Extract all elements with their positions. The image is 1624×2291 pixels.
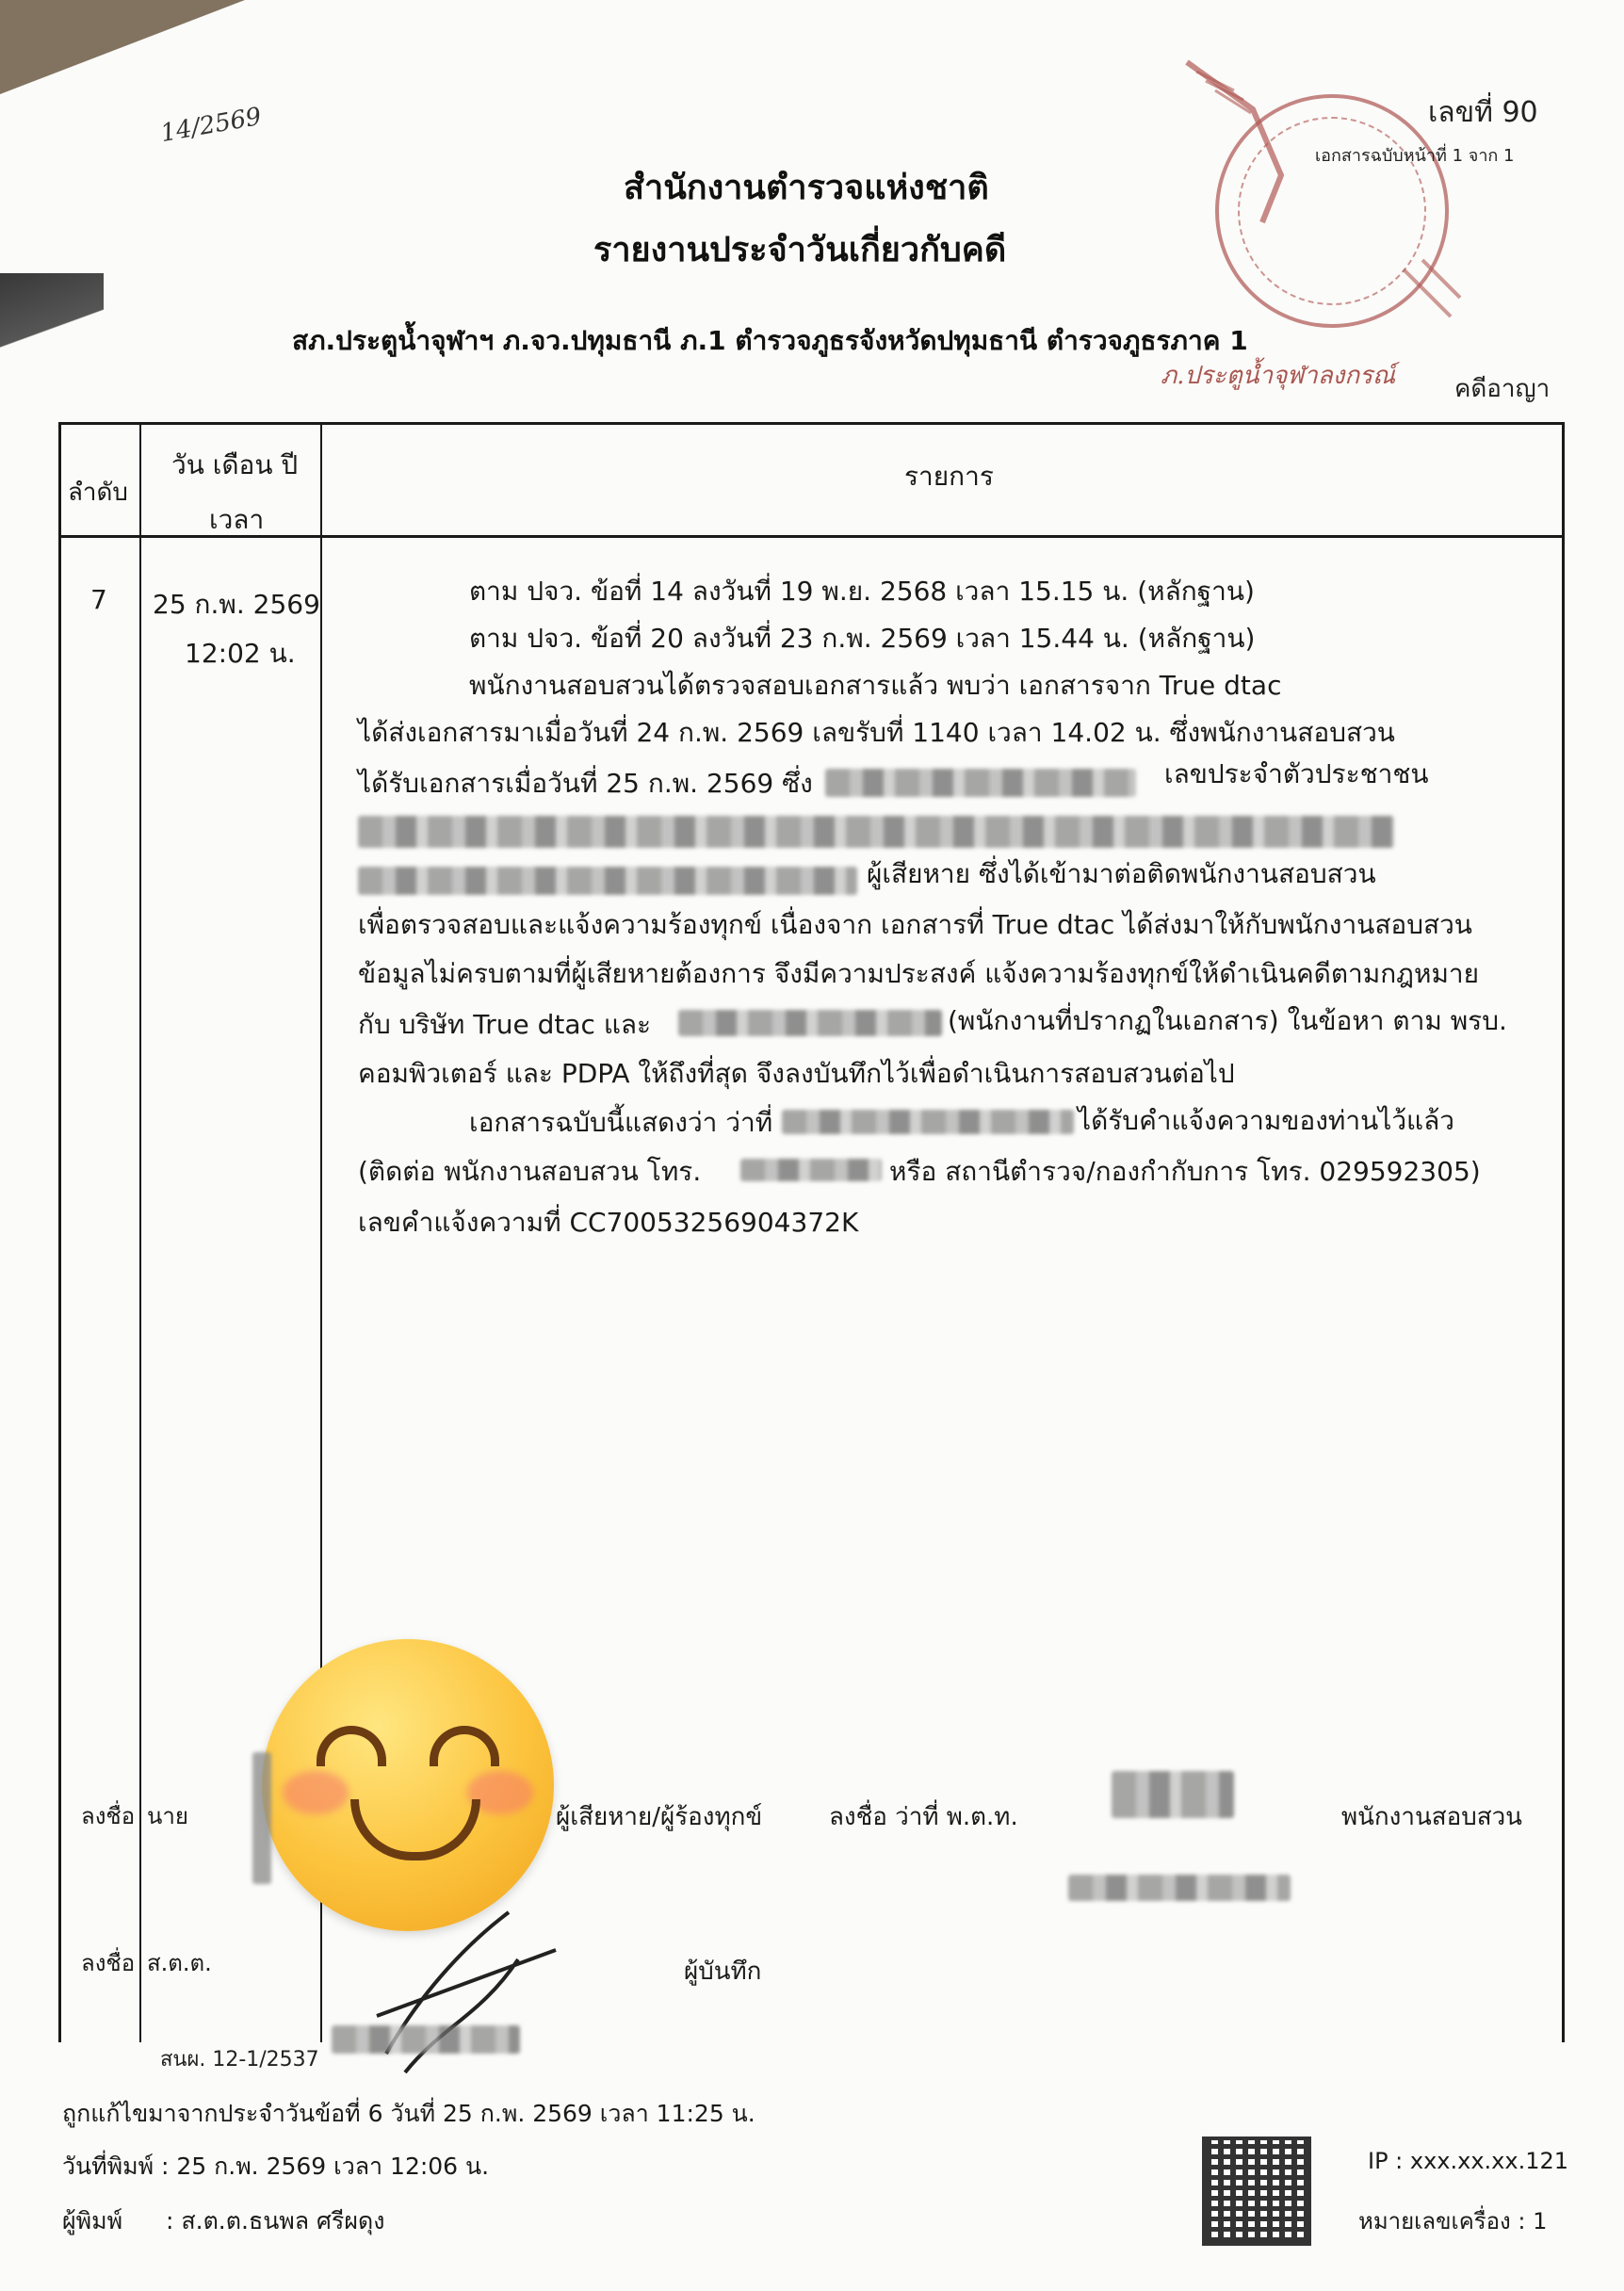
case-type: คดีอาญา — [1454, 375, 1551, 403]
page-info: เอกสารฉบับหน้าที่ 1 จาก 1 — [1315, 146, 1515, 166]
entry-line-11: เอกสารฉบับนี้แสดงว่า ว่าที่ — [469, 1107, 773, 1138]
sign-prefix-3: ส.ต.ต. — [147, 1950, 212, 1976]
entry-time: 12:02 น. — [185, 638, 296, 669]
entry-line-5b: เลขประจำตัวประชาชน — [1164, 758, 1429, 789]
sign-label-1: ลงชื่อ — [81, 1803, 136, 1829]
entry-line-9b: (พนักงานที่ปรากฏในเอกสาร) ในข้อหา ตาม พรบ. — [948, 1005, 1507, 1036]
redacted-address-2 — [358, 867, 857, 895]
handwritten-signature-icon — [367, 1903, 575, 2091]
entry-line-11b: ได้รับคำแจ้งความของท่านไว้แล้ว — [1078, 1105, 1454, 1136]
redacted-name-3 — [332, 2025, 520, 2054]
page-edge-shadow — [0, 273, 104, 358]
footer-printer-label: ผู้พิมพ์ — [62, 2207, 123, 2234]
document-number: เลขที่ 90 — [1428, 96, 1538, 129]
entry-line-13: เลขคำแจ้งความที่ CC70053256904372K — [358, 1207, 859, 1238]
qr-code-icon — [1202, 2137, 1311, 2246]
table-left-border — [58, 422, 61, 2042]
redacted-name-2 — [1068, 1875, 1291, 1901]
footer-printer-name: : ส.ต.ต.ธนพล ศรีผดุง — [166, 2207, 385, 2234]
redacted-phone — [740, 1159, 882, 1181]
footer-correction: ถูกแก้ไขมาจากประจำวันข้อที่ 6 วันที่ 25 ก.พ. 2569 เวลา 11:25 น. — [62, 2100, 755, 2127]
entry-line-7: เพื่อตรวจสอบและแจ้งความร้องทุกข์ เนื่องจาก เอกสารที่ True dtac ได้ส่งมาให้กับพนักงานสอบสวน — [358, 909, 1472, 940]
handwritten-reference: 14/2569 — [158, 102, 264, 149]
sign-prefix-1: นาย — [147, 1803, 188, 1829]
redacted-signature-2 — [1112, 1771, 1234, 1818]
entry-line-12b: หรือ สถานีตำรวจ/กองกำกับการ โทร. 029592305) — [889, 1156, 1481, 1187]
entry-line-2: ตาม ปจว. ข้อที่ 20 ลงวันที่ 23 ก.พ. 2569 เวลา 15.44 น. (หลักฐาน) — [469, 623, 1256, 654]
sign-role-1: ผู้เสียหาย/ผู้ร้องทุกข์ — [556, 1803, 763, 1831]
sign-label-2: ลงชื่อ ว่าที่ พ.ต.ท. — [829, 1803, 1018, 1831]
col-header-order: ลำดับ — [68, 479, 128, 507]
smiling-face-emoji-icon — [262, 1639, 554, 1931]
redacted-name-1 — [252, 1752, 271, 1884]
table-right-border — [1562, 422, 1565, 2042]
table-header-border — [58, 535, 1564, 538]
redacted-employee — [678, 1010, 942, 1036]
entry-line-5: ได้รับเอกสารเมื่อวันที่ 25 ก.พ. 2569 ซึ่ง — [358, 768, 813, 799]
entry-line-1: ตาม ปจว. ข้อที่ 14 ลงวันที่ 19 พ.ย. 2568 เวลา 15.15 น. (หลักฐาน) — [469, 576, 1255, 607]
footer-print-date: วันที่พิมพ์ : 25 ก.พ. 2569 เวลา 12:06 น. — [62, 2153, 490, 2180]
table-col-divider-1 — [139, 422, 141, 2042]
redacted-id-address — [358, 816, 1394, 848]
col-header-time: เวลา — [209, 504, 265, 535]
sign-role-3: ผู้บันทึก — [684, 1958, 762, 1986]
entry-line-9: กับ บริษัท True dtac และ — [358, 1009, 652, 1040]
page-corner-shadow — [0, 0, 245, 94]
col-header-items: รายการ — [904, 461, 994, 492]
redacted-officer — [782, 1110, 1074, 1134]
entry-line-12: (ติดต่อ พนักงานสอบสวน โทร. — [358, 1156, 702, 1187]
sign-role-2: พนักงานสอบสวน — [1341, 1803, 1522, 1831]
footer-ip: IP : xxx.xx.xx.121 — [1368, 2148, 1569, 2174]
sign-label-3: ลงชื่อ — [81, 1950, 136, 1976]
station-line: สภ.ประตูน้ำจุฬาฯ ภ.จว.ปทุมธานี ภ.1 ตำรวจภูธรจังหวัดปทุมธานี ตำรวจภูธรภาค 1 — [292, 325, 1248, 356]
entry-line-6: ผู้เสียหาย ซึ่งได้เข้ามาต่อติดพนักงานสอบสวน — [867, 858, 1376, 889]
footer-machine: หมายเลขเครื่อง : 1 — [1358, 2208, 1548, 2234]
stamp-station-text: ภ.ประตูน้ำจุฬาลงกรณ์ — [1161, 362, 1396, 390]
entry-line-3: พนักงานสอบสวนได้ตรวจสอบเอกสารแล้ว พบว่า เอกสารจาก True dtac — [469, 670, 1282, 701]
table-top-border — [58, 422, 1564, 425]
page-title: สำนักงานตำรวจแห่งชาติ — [624, 169, 989, 207]
col-header-date: วัน เดือน ปี — [171, 449, 299, 480]
entry-line-4: ได้ส่งเอกสารมาเมื่อวันที่ 24 ก.พ. 2569 เลขรับที่ 1140 เวลา 14.02 น. ซึ่งพนักงานสอบสวน — [358, 717, 1395, 748]
entry-date: 25 ก.พ. 2569 — [153, 589, 320, 620]
page-subtitle: รายงานประจำวันเกี่ยวกับคดี — [593, 231, 1007, 269]
entry-order: 7 — [90, 584, 107, 615]
entry-line-10: คอมพิวเตอร์ และ PDPA ให้ถึงที่สุด จึงลงบันทึกไว้เพื่อดำเนินการสอบสวนต่อไป — [358, 1058, 1235, 1089]
redacted-name — [825, 769, 1136, 797]
entry-line-8: ข้อมูลไม่ครบตามที่ผู้เสียหายต้องการ จึงมีความประสงค์ แจ้งความร้องทุกข์ให้ดำเนินคดีตามกฎหมาย — [358, 958, 1480, 989]
form-code: สนผ. 12-1/2537 — [160, 2048, 319, 2072]
